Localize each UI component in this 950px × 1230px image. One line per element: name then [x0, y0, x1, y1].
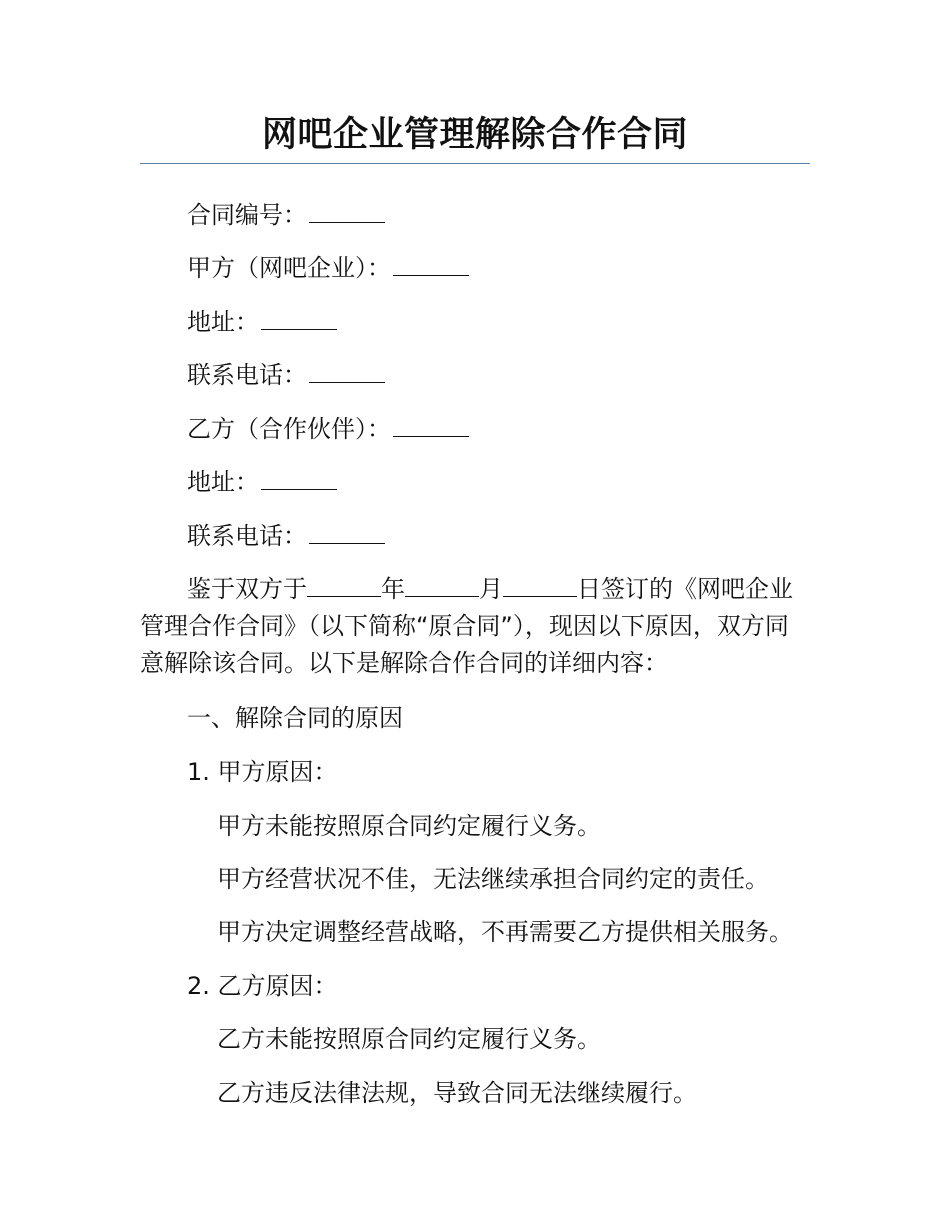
section-heading: 一、解除合同的原因	[187, 704, 403, 732]
blank-line	[393, 410, 469, 437]
blank-line	[309, 517, 385, 544]
party-b-address-field	[187, 463, 337, 500]
blank-line	[405, 570, 479, 597]
month-label: 月	[479, 575, 503, 603]
intro-text: 日签订的《网吧企业管理合作合同》（以下简称“原合同”），现因以下原因，双方同意解除该合同。以下是解除合作合同的详细内容：	[140, 575, 793, 677]
party-a-address-field	[187, 303, 337, 340]
list-item: 甲方经营状况不佳，无法继续承担合同约定的责任。	[217, 865, 769, 893]
party-a-reasons-heading: 1. 甲方原因：	[187, 758, 338, 786]
list-item: 甲方未能按照原合同约定履行义务。	[217, 812, 601, 840]
party-b-phone-field	[187, 517, 385, 554]
title-divider	[140, 163, 810, 164]
blank-line	[307, 570, 381, 597]
year-label: 年	[381, 575, 405, 603]
field-label: 联系电话：	[187, 361, 307, 389]
field-label: 地址：	[187, 468, 259, 496]
party-a-field	[187, 249, 469, 286]
blank-line	[309, 196, 385, 223]
field-label: 乙方（合作伙伴）：	[187, 415, 391, 443]
field-label: 地址：	[187, 308, 259, 336]
blank-line	[503, 570, 577, 597]
blank-line	[261, 303, 337, 330]
blank-line	[309, 356, 385, 383]
list-item: 乙方违反法律法规，导致合同无法继续履行。	[217, 1079, 697, 1107]
contract-number-field	[187, 196, 385, 233]
party-b-reasons-heading: 2. 乙方原因：	[187, 972, 338, 1000]
intro-text: 鉴于双方于	[187, 575, 307, 603]
list-item: 甲方决定调整经营战略，不再需要乙方提供相关服务。	[217, 918, 793, 946]
field-label: 甲方（网吧企业）：	[187, 254, 391, 282]
party-b-field	[187, 410, 469, 447]
blank-line	[261, 463, 337, 490]
list-item: 乙方未能按照原合同约定履行义务。	[217, 1025, 601, 1053]
party-a-phone-field	[187, 356, 385, 393]
field-label: 联系电话：	[187, 522, 307, 550]
blank-line	[393, 249, 469, 276]
field-label: 合同编号：	[187, 201, 307, 229]
document-title: 网吧企业管理解除合作合同	[261, 115, 688, 155]
intro-paragraph	[140, 570, 810, 682]
